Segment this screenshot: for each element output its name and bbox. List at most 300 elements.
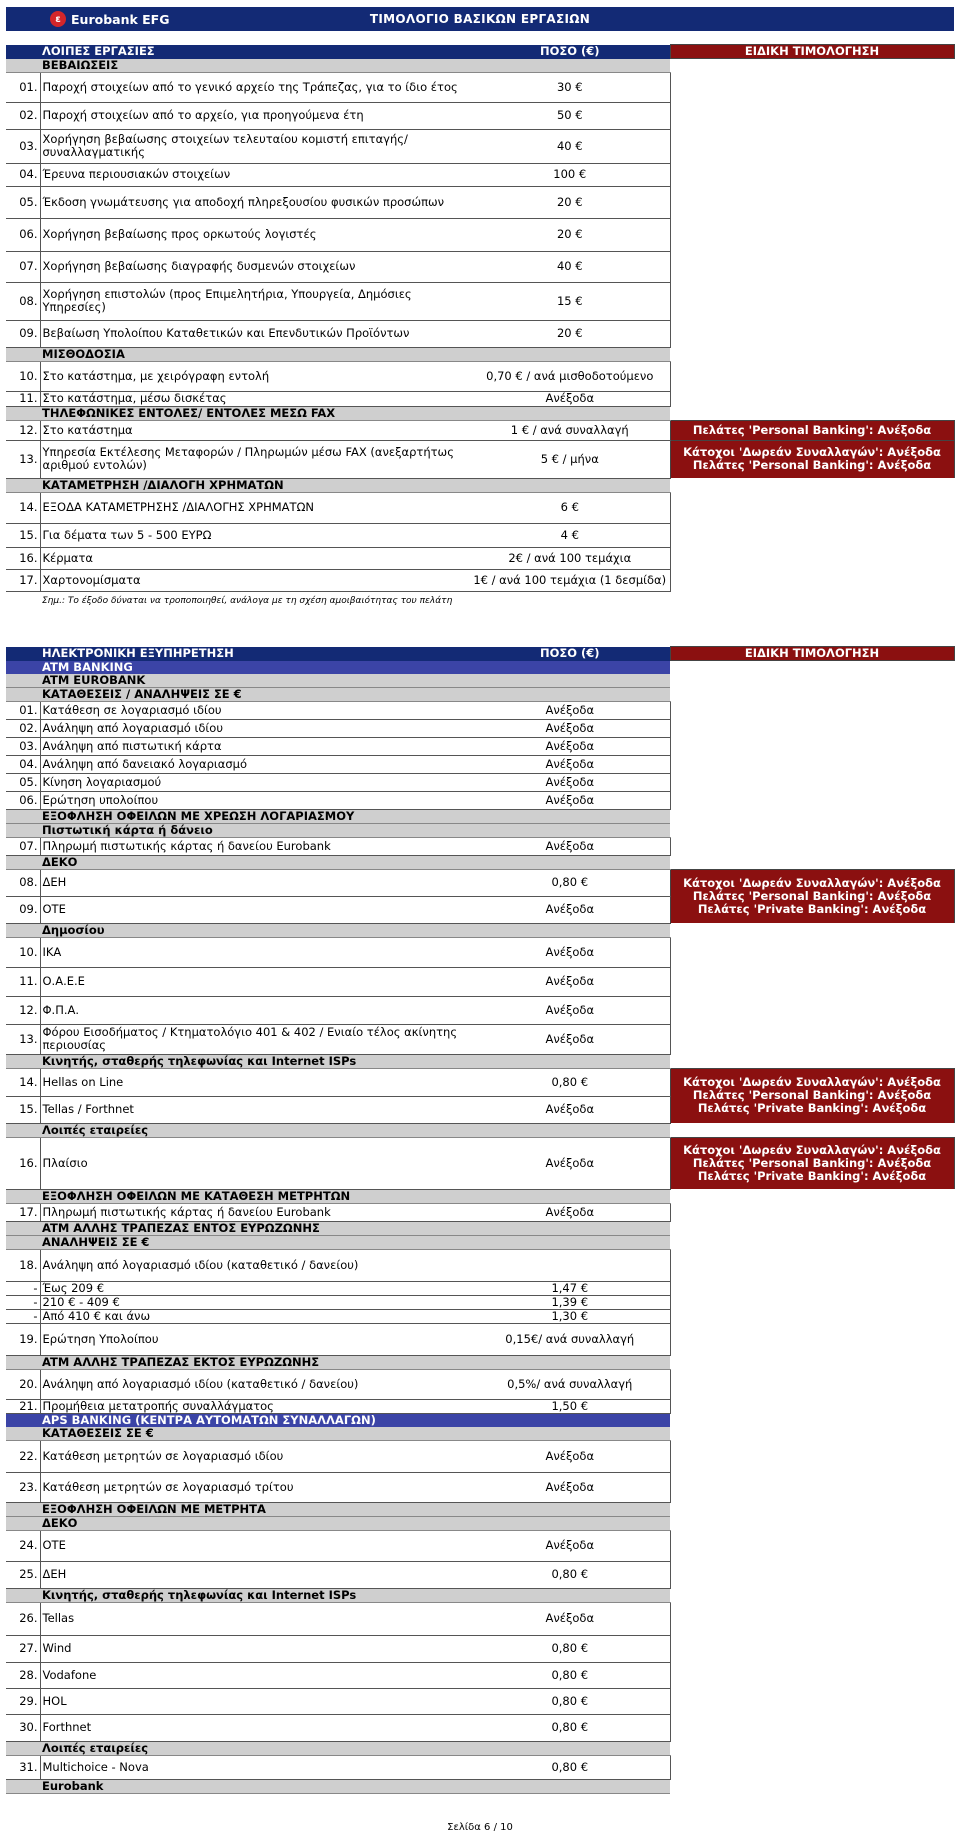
section-label: ΒΕΒΑΙΩΣΕΙΣ (6, 59, 670, 73)
table-cell (670, 791, 954, 809)
page-number: Σελίδα 6 / 10 (447, 1822, 513, 1833)
row-description: Multichoice - Nova (40, 1755, 470, 1779)
table-cell (670, 1309, 954, 1323)
row-number: 12. (6, 996, 40, 1024)
table-cell (670, 1249, 954, 1281)
row-number: 20. (6, 1369, 40, 1399)
table-cell (670, 282, 954, 320)
row-amount: Ανέξοδα (470, 719, 670, 737)
table-cell (670, 837, 954, 855)
table-cell (670, 1054, 954, 1068)
table-row (6, 1635, 954, 1662)
row-description: HOL (40, 1688, 470, 1714)
section-row (6, 855, 954, 869)
section-row (6, 1123, 954, 1137)
row-description: Χορήγηση επιστολών (προς Επιμελητήρια, Υπουργεία, Δημόσιες Υπηρεσίες) (40, 282, 470, 320)
row-amount: 5 € / μήνα (470, 440, 670, 478)
table-row (6, 1369, 954, 1399)
section-row (6, 1502, 954, 1516)
row-number: 16. (6, 1137, 40, 1189)
logo-mark-icon: ε (50, 11, 66, 27)
table-cell (670, 59, 954, 73)
table-row (6, 1203, 954, 1221)
row-amount: 0,80 € (470, 1714, 670, 1741)
table-row (6, 218, 954, 251)
section-row (6, 809, 954, 823)
row-amount: Ανέξοδα (470, 1440, 670, 1472)
row-description: Πλαίσιο (40, 1137, 470, 1189)
row-amount: Ανέξοδα (470, 391, 670, 406)
section-row (6, 1427, 954, 1441)
table-row (6, 440, 954, 478)
section-row (6, 59, 954, 73)
header-title: ΛΟΙΠΕΣ ΕΡΓΑΣΙΕΣ (6, 45, 470, 59)
section-label: Δημοσίου (6, 923, 670, 937)
row-amount: Ανέξοδα (470, 755, 670, 773)
table-cell (670, 1741, 954, 1755)
row-amount: 0,70 € / ανά μισθοδοτούμενο (470, 361, 670, 391)
section-label: ΕΞΟΦΛΗΣΗ ΟΦΕΙΛΩΝ ΜΕ ΚΑΤΑΘΕΣΗ ΜΕΤΡΗΤΩΝ (6, 1189, 670, 1203)
table-cell (670, 1221, 954, 1235)
row-number: 28. (6, 1662, 40, 1688)
row-amount: 2€ / ανά 100 τεμάχια (470, 547, 670, 569)
note-row (6, 591, 954, 611)
section-row (6, 1235, 954, 1249)
row-amount: Ανέξοδα (470, 1530, 670, 1561)
table-cell (670, 809, 954, 823)
row-amount (470, 1249, 670, 1281)
table-cell (670, 1602, 954, 1635)
special-pricing (670, 1068, 954, 1123)
section-label: Πιστωτική κάρτα ή δάνειο (6, 823, 670, 837)
section-label: ATM EUROBANK (6, 674, 670, 688)
row-amount: 15 € (470, 282, 670, 320)
row-number: 01. (6, 72, 40, 102)
table-row (6, 719, 954, 737)
section-label: Λοιπές εταιρείες (6, 1741, 670, 1755)
table-cell (670, 701, 954, 719)
table-cell (670, 186, 954, 218)
table-header (6, 647, 954, 661)
row-number: 05. (6, 186, 40, 218)
row-description: Forthnet (40, 1714, 470, 1741)
table-row (6, 1399, 954, 1413)
row-number: 02. (6, 102, 40, 129)
row-number: 15. (6, 1096, 40, 1123)
table-cell (670, 129, 954, 163)
table-row (6, 1024, 954, 1054)
table-row (6, 129, 954, 163)
row-number: 15. (6, 523, 40, 547)
special-pricing-line: Κάτοχοι 'Δωρεάν Συναλλαγών': Ανέξοδα (683, 875, 941, 890)
row-description: Φ.Π.Α. (40, 996, 470, 1024)
row-amount: Ανέξοδα (470, 896, 670, 923)
table-row (6, 1688, 954, 1714)
row-number: 10. (6, 937, 40, 967)
section-label: ΕΞΟΦΛΗΣΗ ΟΦΕΙΛΩΝ ΜΕ ΜΕΤΡΗΤΑ (6, 1502, 670, 1516)
row-description: Ανάληψη από πιστωτική κάρτα (40, 737, 470, 755)
table-row (6, 1440, 954, 1472)
special-pricing-line: Πελάτες 'Private Banking': Ανέξοδα (697, 901, 927, 916)
section-row (6, 661, 954, 674)
row-description: Κέρματα (40, 547, 470, 569)
table-row (6, 755, 954, 773)
table-cell (670, 1662, 954, 1688)
row-description: Υπηρεσία Εκτέλεσης Μεταφορών / Πληρωμών μέσω FAX (ανεξαρτήτως αριθμού εντολών) (40, 440, 470, 478)
table-cell (670, 1323, 954, 1355)
row-number: 13. (6, 1024, 40, 1054)
table-row (6, 967, 954, 996)
table-cell (670, 1755, 954, 1779)
table-row (6, 1249, 954, 1281)
row-description: ΟΤΕ (40, 1530, 470, 1561)
table-cell (670, 1472, 954, 1502)
section-label: APS BANKING (ΚΕΝΤΡΑ ΑΥΤΟΜΑΤΩΝ ΣΥΝΑΛΛΑΓΩΝ) (6, 1413, 670, 1427)
table-row (6, 1323, 954, 1355)
row-number: 25. (6, 1561, 40, 1588)
table-row (6, 1714, 954, 1741)
row-number: 14. (6, 1068, 40, 1096)
section-label: Eurobank (6, 1779, 670, 1793)
row-amount: Ανέξοδα (470, 791, 670, 809)
row-amount: Ανέξοδα (470, 937, 670, 967)
section-label: ΑΝΑΛΗΨΕΙΣ ΣΕ € (6, 1235, 670, 1249)
row-number: 17. (6, 1203, 40, 1221)
table-cell (670, 406, 954, 420)
row-amount: 40 € (470, 251, 670, 282)
row-amount: 1,50 € (470, 1399, 670, 1413)
table-cell (670, 102, 954, 129)
row-description: Ερώτηση υπολοίπου (40, 791, 470, 809)
row-number: 23. (6, 1472, 40, 1502)
table-cell (670, 967, 954, 996)
section-label: ΚΑΤΑΘΕΣΕΙΣ ΣΕ € (6, 1427, 670, 1441)
table-cell (670, 1588, 954, 1602)
row-amount: Ανέξοδα (470, 1472, 670, 1502)
row-amount: 0,80 € (470, 869, 670, 896)
table-row (6, 773, 954, 791)
section-label: ΔΕΚΟ (6, 1516, 670, 1530)
table-row (6, 996, 954, 1024)
row-number: 06. (6, 218, 40, 251)
special-pricing-line: Πελάτες 'Personal Banking': Ανέξοδα (692, 1155, 932, 1170)
table-cell (670, 1413, 954, 1427)
table-cell (670, 478, 954, 492)
special-pricing-line: Πελάτες 'Personal Banking': Ανέξοδα (692, 458, 932, 473)
header-amount: ΠΟΣΟ (€) (470, 45, 670, 59)
row-description: ΔΕΗ (40, 1561, 470, 1588)
table-cell (670, 163, 954, 186)
row-description: Βεβαίωση Υπολοίπου Καταθετικών και Επενδυτικών Προϊόντων (40, 320, 470, 347)
row-description: Κατάθεση σε λογαριασμό ιδίου (40, 701, 470, 719)
row-amount: 0,80 € (470, 1068, 670, 1096)
table-row (6, 1137, 954, 1189)
row-description: Tellas / Forthnet (40, 1096, 470, 1123)
row-description: Ανάληψη από λογαριασμό ιδίου (καταθετικό / δανείου) (40, 1369, 470, 1399)
row-amount: 1€ / ανά 100 τεμάχια (1 δεσμίδα) (470, 569, 670, 591)
row-amount: Ανέξοδα (470, 996, 670, 1024)
table-cell (670, 1024, 954, 1054)
table-cell (6, 591, 40, 611)
section-label: ΚΑΤΑΘΕΣΕΙΣ / ΑΝΑΛΗΨΕΙΣ ΣΕ € (6, 687, 670, 701)
row-description: Έκδοση γνωμάτευσης για αποδοχή πληρεξουσίου φυσικών προσώπων (40, 186, 470, 218)
header-special: ΕΙΔΙΚΗ ΤΙΜΟΛΟΓΗΣΗ (670, 45, 954, 59)
row-amount: 6 € (470, 492, 670, 523)
row-description: Πληρωμή πιστωτικής κάρτας ή δανείου Eurobank (40, 837, 470, 855)
special-pricing-line: Πελάτες 'Personal Banking': Ανέξοδα (692, 1088, 932, 1103)
row-amount: 1,39 € (470, 1295, 670, 1309)
table-cell (670, 251, 954, 282)
special-pricing: Πελάτες 'Personal Banking': Ανέξοδα (670, 420, 954, 440)
special-pricing-line: Πελάτες 'Private Banking': Ανέξοδα (697, 1168, 927, 1183)
section-label: ΔΕΚΟ (6, 855, 670, 869)
section-label: ATM ΑΛΛΗΣ ΤΡΑΠΕΖΑΣ ΕΝΤΟΣ ΕΥΡΩΖΩΝΗΣ (6, 1221, 670, 1235)
table-row (6, 569, 954, 591)
table-cell (670, 361, 954, 391)
row-description: Χορήγηση βεβαίωσης διαγραφής δυσμενών στοιχείων (40, 251, 470, 282)
row-description: Για δέματα των 5 - 500 ΕΥΡΩ (40, 523, 470, 547)
row-amount: 0,80 € (470, 1755, 670, 1779)
table-row (6, 937, 954, 967)
row-number: 01. (6, 701, 40, 719)
section-row (6, 1588, 954, 1602)
row-description: Χαρτονομίσματα (40, 569, 470, 591)
row-number: 02. (6, 719, 40, 737)
row-amount: 20 € (470, 186, 670, 218)
row-amount: 1 € / ανά συναλλαγή (470, 420, 670, 440)
logo-text: Eurobank EFG (71, 11, 170, 27)
section-row (6, 1516, 954, 1530)
table-cell: ΗΛΕΚΤΡΟΝΙΚΗ ΕΞΥΠΗΡΕΤΗΣΗ (6, 647, 470, 661)
table-row (6, 791, 954, 809)
row-description: Χορήγηση βεβαίωσης προς ορκωτούς λογιστές (40, 218, 470, 251)
row-description: ΙΚΑ (40, 937, 470, 967)
row-amount: 1,30 € (470, 1309, 670, 1323)
row-amount: Ανέξοδα (470, 701, 670, 719)
special-pricing (670, 440, 954, 478)
row-description: 210 € - 409 € (40, 1295, 470, 1309)
row-number: 06. (6, 791, 40, 809)
table-cell (670, 823, 954, 837)
special-pricing-line: Κάτοχοι 'Δωρεάν Συναλλαγών': Ανέξοδα (683, 445, 941, 460)
section-row (6, 1355, 954, 1369)
row-number: 11. (6, 391, 40, 406)
row-description: Στο κατάστημα (40, 420, 470, 440)
table-row (6, 737, 954, 755)
row-number: - (6, 1281, 40, 1295)
section-label: Κινητής, σταθερής τηλεφωνίας και Internet ISPs (6, 1588, 670, 1602)
row-number: 04. (6, 163, 40, 186)
row-description: Κατάθεση μετρητών σε λογαριασμό τρίτου (40, 1472, 470, 1502)
table-cell (670, 996, 954, 1024)
row-amount: Ανέξοδα (470, 837, 670, 855)
table-cell (670, 1635, 954, 1662)
table-row (6, 72, 954, 102)
special-pricing (670, 869, 954, 923)
row-number: 19. (6, 1323, 40, 1355)
section-label: ATM ΑΛΛΗΣ ΤΡΑΠΕΖΑΣ ΕΚΤΟΣ ΕΥΡΩΖΩΝΗΣ (6, 1355, 670, 1369)
table-row (6, 186, 954, 218)
row-number: - (6, 1309, 40, 1323)
row-amount: Ανέξοδα (470, 967, 670, 996)
table-cell (670, 1399, 954, 1413)
row-number: 24. (6, 1530, 40, 1561)
table-cell (670, 1561, 954, 1588)
row-number: 09. (6, 320, 40, 347)
table-cell (670, 1123, 954, 1137)
section-label: ATM BANKING (6, 661, 670, 674)
row-amount: 0,80 € (470, 1635, 670, 1662)
table-cell (670, 937, 954, 967)
table-cell (670, 1369, 954, 1399)
table-row (6, 701, 954, 719)
special-pricing-line: Πελάτες 'Personal Banking': Ανέξοδα (692, 888, 932, 903)
row-amount: 0,80 € (470, 1688, 670, 1714)
section-row (6, 674, 954, 688)
row-description: Παροχή στοιχείων από το γενικό αρχείο της Τράπεζας, για το ίδιο έτος (40, 72, 470, 102)
table-cell (670, 492, 954, 523)
section-label: ΚΑΤΑΜΕΤΡΗΣΗ /ΔΙΑΛΟΓΗ ΧΡΗΜΑΤΩΝ (6, 478, 670, 492)
row-description: Tellas (40, 1602, 470, 1635)
table-cell (670, 347, 954, 361)
table-row (6, 1309, 954, 1323)
section-row (6, 823, 954, 837)
note: Σημ.: Το έξοδο δύναται να τροποποιηθεί, ανάλογα με τη σχέση αμοιβαιότητας του πελάτη (42, 595, 453, 606)
row-number: 17. (6, 569, 40, 591)
row-description: Στο κατάστημα, μέσω δισκέτας (40, 391, 470, 406)
row-number: 08. (6, 282, 40, 320)
row-number: 21. (6, 1399, 40, 1413)
section-label: Λοιπές εταιρείες (6, 1123, 670, 1137)
section-row (6, 1741, 954, 1755)
section-label: ΤΗΛΕΦΩΝΙΚΕΣ ΕΝΤΟΛΕΣ/ ΕΝΤΟΛΕΣ ΜΕΣΩ FAX (6, 406, 670, 420)
row-description: Έρευνα περιουσιακών στοιχείων (40, 163, 470, 186)
table-cell (670, 1295, 954, 1309)
section-row (6, 1054, 954, 1068)
row-number: 05. (6, 773, 40, 791)
row-description: Κίνηση λογαριασμού (40, 773, 470, 791)
table-row (6, 102, 954, 129)
row-description: Χορήγηση βεβαίωσης στοιχείων τελευταίου κομιστή επιταγής/ συναλλαγματικής (40, 129, 470, 163)
table-row (6, 163, 954, 186)
table-row (6, 547, 954, 569)
row-description: Έως 209 € (40, 1281, 470, 1295)
row-description: Hellas on Line (40, 1068, 470, 1096)
table-cell (670, 1281, 954, 1295)
section-row (6, 1189, 954, 1203)
row-amount: 0,5%/ ανά συναλλαγή (470, 1369, 670, 1399)
row-number: 11. (6, 967, 40, 996)
other-services-table (6, 44, 955, 611)
table-row (6, 1472, 954, 1502)
section-row (6, 687, 954, 701)
special-pricing-line: Κάτοχοι 'Δωρεάν Συναλλαγών': Ανέξοδα (683, 1075, 941, 1090)
row-number: 04. (6, 755, 40, 773)
row-number: 18. (6, 1249, 40, 1281)
row-number: 30. (6, 1714, 40, 1741)
table-cell (470, 591, 670, 611)
table-cell (670, 719, 954, 737)
table-row (6, 837, 954, 855)
table-cell (670, 569, 954, 591)
section-row (6, 478, 954, 492)
row-number: 27. (6, 1635, 40, 1662)
row-amount: Ανέξοδα (470, 1602, 670, 1635)
table-cell (670, 1779, 954, 1793)
row-amount: Ανέξοδα (470, 1137, 670, 1189)
row-number: 08. (6, 869, 40, 896)
table-row (6, 1561, 954, 1588)
row-number: 29. (6, 1688, 40, 1714)
row-description: Ερώτηση Υπολοίπου (40, 1323, 470, 1355)
table-cell (670, 523, 954, 547)
table-cell: ΕΙΔΙΚΗ ΤΙΜΟΛΟΓΗΣΗ (670, 647, 954, 661)
row-amount: 40 € (470, 129, 670, 163)
row-amount: Ανέξοδα (470, 1096, 670, 1123)
table-cell (670, 391, 954, 406)
table-cell (670, 1235, 954, 1249)
row-description: Ο.Α.Ε.Ε (40, 967, 470, 996)
row-description: ΔΕΗ (40, 869, 470, 896)
table-cell (670, 855, 954, 869)
table-cell (670, 737, 954, 755)
row-description: Στο κατάστημα, με χειρόγραφη εντολή (40, 361, 470, 391)
page-title: ΤΙΜΟΛΟΓΙΟ ΒΑΣΙΚΩΝ ΕΡΓΑΣΙΩΝ (369, 12, 591, 26)
row-description: Προμήθεια μετατροπής συναλλάγματος (40, 1399, 470, 1413)
table-cell: ΠΟΣΟ (€) (470, 647, 670, 661)
table-cell (670, 1502, 954, 1516)
section-row (6, 406, 954, 420)
table-row (6, 1755, 954, 1779)
row-amount: 20 € (470, 320, 670, 347)
section-row (6, 1779, 954, 1793)
table-cell (670, 687, 954, 701)
section-row (6, 347, 954, 361)
table-row (6, 523, 954, 547)
row-description: Ανάληψη από λογαριασμό ιδίου (40, 719, 470, 737)
table-cell (670, 1516, 954, 1530)
row-number: 12. (6, 420, 40, 440)
table-cell (670, 661, 954, 674)
row-description: Από 410 € και άνω (40, 1309, 470, 1323)
table-cell (670, 1440, 954, 1472)
header-bar (6, 7, 954, 31)
section-label: Κινητής, σταθερής τηλεφωνίας και Internet ISPs (6, 1054, 670, 1068)
row-number: 22. (6, 1440, 40, 1472)
table-row (6, 1295, 954, 1309)
table-row (6, 1602, 954, 1635)
table-cell (670, 547, 954, 569)
table-row (6, 492, 954, 523)
table-cell (670, 773, 954, 791)
table-cell (670, 674, 954, 688)
table-cell (670, 923, 954, 937)
row-description: Wind (40, 1635, 470, 1662)
table-header (6, 45, 954, 59)
row-amount: 0,80 € (470, 1561, 670, 1588)
table-cell (670, 218, 954, 251)
table-row (6, 1662, 954, 1688)
table-row (6, 361, 954, 391)
row-description: Φόρου Εισοδήματος / Κτηματολόγιο 401 & 402 / Ενιαίο τέλος ακίνητης περιουσίας (40, 1024, 470, 1054)
row-number: 16. (6, 547, 40, 569)
row-amount: 50 € (470, 102, 670, 129)
row-number: 09. (6, 896, 40, 923)
row-number: - (6, 1295, 40, 1309)
table-row (6, 391, 954, 406)
row-description: Ανάληψη από λογαριασμό ιδίου (καταθετικό / δανείου) (40, 1249, 470, 1281)
row-description: Παροχή στοιχείων από το αρχείο, για προηγούμενα έτη (40, 102, 470, 129)
